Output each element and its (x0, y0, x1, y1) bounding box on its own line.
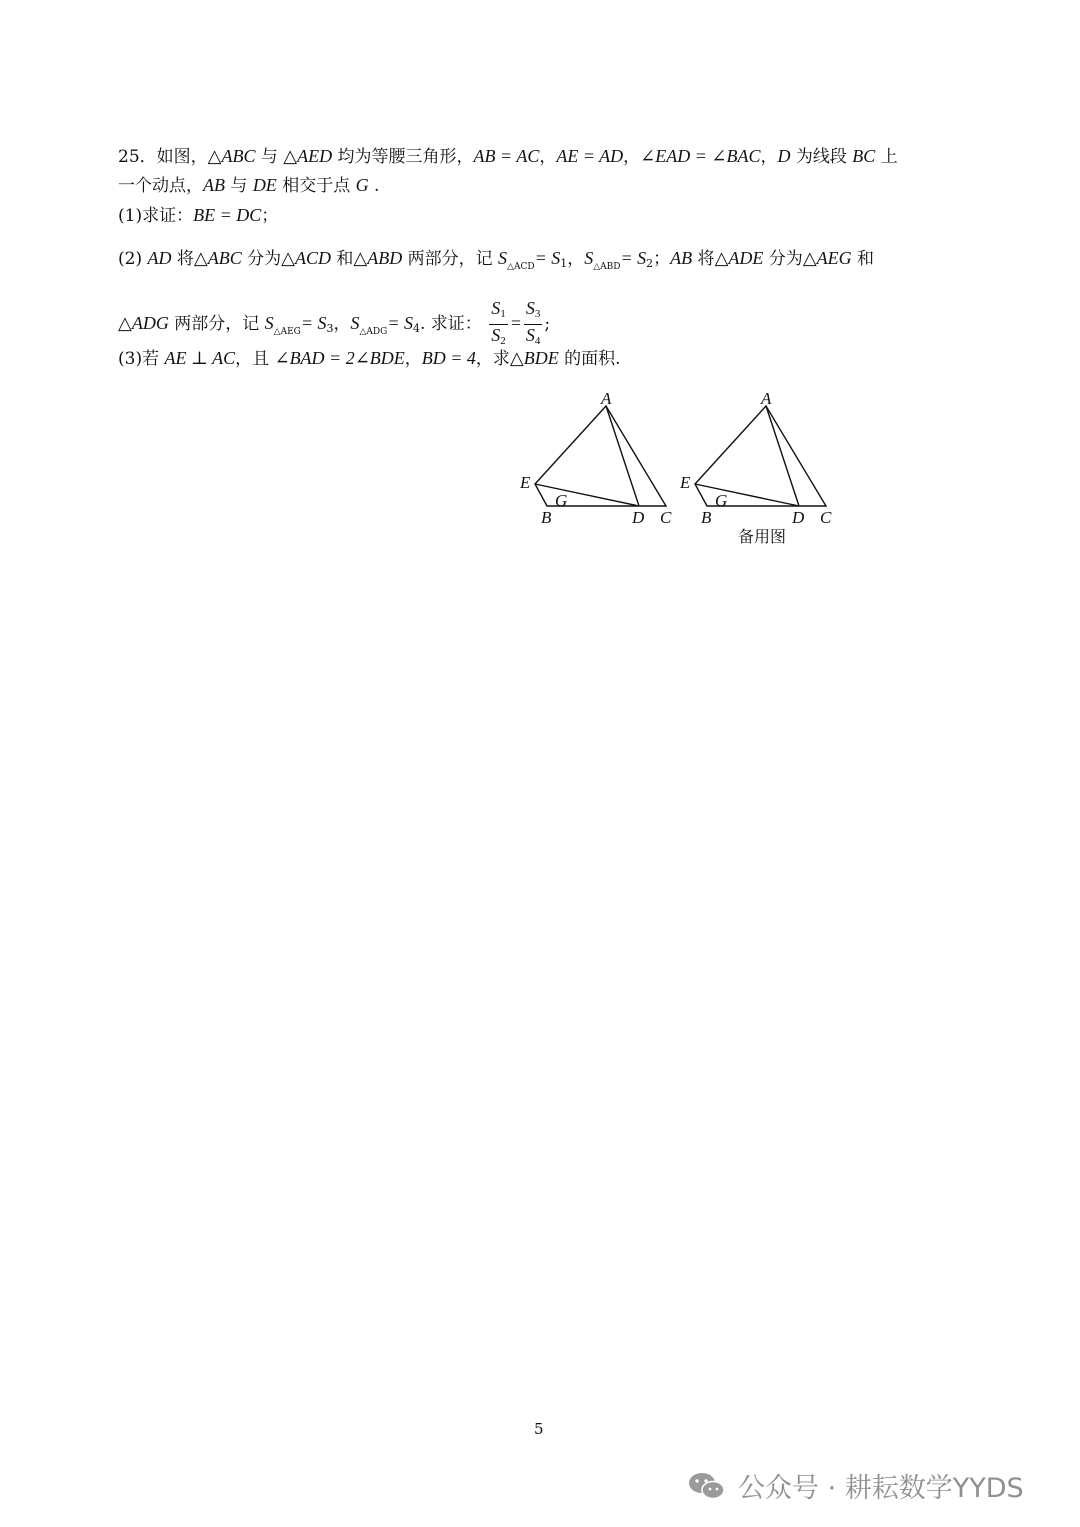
equation-be-dc: BE = DC (193, 205, 262, 225)
triangle-symbol: △ (353, 248, 368, 268)
label-g: G (555, 491, 568, 510)
problem-line-2 (118, 171, 379, 201)
triangle-symbol: △ (207, 146, 222, 166)
problem-intro: 25．如图， (118, 147, 208, 167)
notation-text: 两部分，记 (168, 314, 265, 334)
triangle-symbol: △ (118, 313, 132, 333)
segment-text: 为线段 (790, 147, 853, 167)
backup-label-g: G (715, 491, 728, 510)
triangle-symbol: △ (283, 146, 298, 166)
label-d: D (632, 508, 645, 527)
backup-segment-ed (695, 484, 799, 506)
label-a: A (601, 389, 612, 408)
period: . (368, 176, 380, 196)
backup-label-a: A (761, 389, 772, 408)
equals-s: = S (620, 248, 647, 268)
area-symbol: S (525, 298, 535, 318)
segment-de: DE (252, 175, 277, 195)
backup-label-c: C (820, 508, 832, 527)
area-text: 的面积. (558, 349, 621, 369)
equation-ab-ac: AB = AC (473, 146, 540, 166)
triangle-aed: AED (297, 146, 333, 166)
equals-s: = S (300, 313, 327, 333)
problem-line-1 (118, 142, 898, 172)
area-symbol: S (525, 325, 535, 345)
triangle-adg: ADG (131, 313, 169, 333)
area-symbol: S (350, 313, 360, 333)
perpendicular-condition: AE ⊥ AC (164, 348, 236, 368)
subscript-2: 2 (500, 335, 506, 347)
triangle-abc: ABC (207, 248, 242, 268)
divides-text: 将 (171, 249, 194, 269)
fraction-numerator (524, 298, 543, 325)
triangle-symbol: △ (509, 348, 524, 368)
and-text: ，且 (235, 349, 275, 369)
triangle-ade: ADE (728, 248, 764, 268)
page-number: 5 (534, 1420, 544, 1438)
moving-point-text: 一个动点， (118, 176, 203, 196)
area-symbol: S (584, 248, 594, 268)
intersect-text: 相交于点 (276, 176, 356, 196)
label-c: C (660, 508, 672, 527)
equation-ae-ad: AE = AD (556, 146, 624, 166)
on-text: 上 (875, 147, 898, 167)
subscript-abd: △ABD (593, 262, 621, 272)
watermark (686, 1466, 1024, 1505)
into-text: 分为 (763, 249, 803, 269)
separator: ， (333, 314, 351, 334)
prove-text: . 求证： (419, 314, 482, 334)
equals-sign: = (509, 313, 522, 333)
triangle-aeg: AEG (816, 248, 852, 268)
semicolon: ； (261, 206, 279, 226)
bd-length: BD = 4 (421, 348, 476, 368)
geometry-figures (512, 388, 852, 528)
conjunction: 与 (255, 147, 284, 167)
subscript-2: 2 (646, 257, 654, 270)
subscript-3: 3 (534, 308, 541, 320)
segment-bc: BC (852, 146, 876, 166)
equals-s: = S (387, 313, 413, 333)
backup-label-d: D (792, 508, 805, 527)
subscript-adg: △ADG (359, 327, 388, 337)
question-2-label: (2) (118, 249, 148, 269)
segment-ad-line (606, 406, 639, 506)
triangle-acd: ACD (294, 248, 331, 268)
backup-figure-caption: 备用图 (738, 527, 787, 546)
segment-ad: AD (147, 248, 172, 268)
separator: ， (567, 249, 585, 269)
equation-angles: ∠EAD = ∠BAC (640, 146, 761, 166)
subscript-acd: △ACD (507, 262, 535, 272)
comma: ， (539, 147, 557, 167)
backup-label-b: B (701, 508, 712, 527)
backup-label-e: E (680, 473, 691, 492)
area-symbol: S (491, 298, 501, 318)
into-text: 分为 (241, 249, 282, 269)
subscript-3: 3 (326, 322, 334, 335)
question-3 (118, 344, 621, 374)
comma: ， (404, 349, 422, 369)
point-g: G (355, 175, 369, 195)
triangle-bde: BDE (523, 348, 559, 368)
divides-text: 将 (692, 249, 715, 269)
triangle-symbol: △ (802, 248, 817, 268)
subscript-4: 4 (534, 335, 541, 347)
isosceles-text: 均为等腰三角形， (332, 147, 474, 167)
triangle-abc: ABC (221, 146, 256, 166)
comma: ， (623, 147, 641, 167)
triangle-symbol: △ (281, 248, 295, 268)
watermark-text: 公众号 · 耕耘数学YYDS (738, 1473, 1024, 1504)
angle-condition: ∠BAD = 2∠BDE (274, 348, 405, 368)
label-b: B (541, 508, 552, 527)
fraction-numerator (489, 298, 508, 325)
question-1-label: (1)求证： (118, 206, 194, 226)
semicolon: ; (544, 314, 551, 334)
triangle-symbol: △ (714, 248, 729, 268)
label-e: E (520, 473, 531, 492)
equals-s: = S (534, 248, 561, 268)
wechat-icon (686, 1470, 728, 1502)
question-3-label: (3)若 (118, 349, 165, 369)
point-d: D (777, 146, 791, 166)
semicolon: ； (653, 249, 671, 269)
notation-text: 两部分，记 (402, 249, 499, 269)
triangle-abd: ABD (367, 248, 403, 268)
area-symbol: S (264, 313, 274, 333)
segment-ab: AB (670, 248, 693, 268)
and-text: 和 (851, 249, 875, 269)
subscript-aeg: △AEG (273, 327, 301, 337)
subscript-1: 1 (500, 308, 506, 320)
area-symbol: S (491, 325, 501, 345)
comma: ， (760, 147, 778, 167)
subscript-1: 1 (560, 257, 568, 270)
triangle-symbol: △ (193, 248, 208, 268)
conjunction: 与 (225, 176, 253, 196)
question-2-line-1 (118, 244, 874, 282)
find-text: ，求 (475, 349, 510, 369)
area-symbol: S (498, 248, 508, 268)
segment-ab: AB (203, 175, 225, 195)
question-1 (118, 201, 278, 231)
subscript-4: 4 (412, 322, 420, 335)
and-text: 和 (330, 249, 354, 269)
backup-segment-ad (766, 406, 799, 506)
segment-ed-line (535, 484, 639, 506)
